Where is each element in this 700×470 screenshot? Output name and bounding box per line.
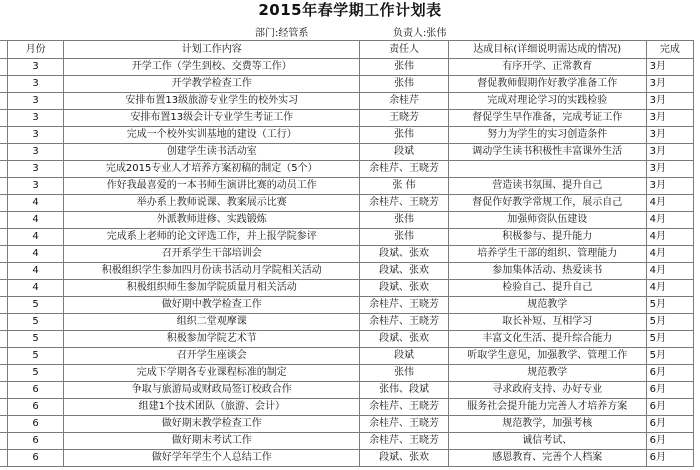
due-cell[interactable]: 6月 [646, 450, 693, 467]
table-row [0, 127, 694, 144]
due-cell[interactable]: 4月 [646, 263, 693, 280]
month-cell[interactable]: 3 [8, 161, 64, 178]
task-cell[interactable]: 积极参加学院艺术节 [64, 331, 360, 348]
task-cell[interactable]: 召开学生座谈会 [64, 348, 360, 365]
due-cell[interactable]: 4月 [646, 246, 693, 263]
row-index-cell[interactable] [0, 246, 8, 263]
task-cell[interactable]: 外派教师进修、实践锻炼 [64, 212, 360, 229]
goal-cell[interactable]: 营造读书氛围、提升自己 [448, 178, 646, 195]
person-cell[interactable]: 张伟 [360, 212, 448, 229]
row-index-cell[interactable] [0, 280, 8, 297]
sheet-meta [0, 21, 700, 40]
person-cell[interactable]: 张伟 [360, 76, 448, 93]
goal-cell[interactable]: 诚信考试、 [448, 433, 646, 450]
month-cell[interactable]: 3 [8, 144, 64, 161]
table-row [0, 246, 694, 263]
row-index-cell[interactable] [0, 416, 8, 433]
due-cell[interactable]: 6月 [646, 399, 693, 416]
task-cell[interactable]: 做好期末考试工作 [64, 433, 360, 450]
task-cell[interactable]: 安排布置13级旅游专业学生的校外实习 [64, 93, 360, 110]
table-row [0, 314, 694, 331]
goal-cell[interactable]: 完成对理论学习的实践检验 [448, 93, 646, 110]
table-row [0, 331, 694, 348]
goal-cell[interactable]: 规范教学 [448, 297, 646, 314]
goal-cell[interactable]: 寻求政府支持、办好专业 [448, 382, 646, 399]
due-cell[interactable]: 3月 [646, 59, 693, 76]
due-cell[interactable]: 6月 [646, 365, 693, 382]
goal-cell[interactable]: 督促作好教学常规工作，展示自己 [448, 195, 646, 212]
task-cell[interactable]: 组织二堂观摩课 [64, 314, 360, 331]
table-row [0, 297, 694, 314]
header-cell-index[interactable] [0, 41, 8, 59]
month-cell[interactable]: 3 [8, 59, 64, 76]
row-index-cell[interactable] [0, 178, 8, 195]
goal-cell[interactable]: 督促教师假期作好教学准备工作 [448, 76, 646, 93]
goal-cell[interactable]: 服务社会提升能力完善人才培养方案 [448, 399, 646, 416]
task-cell[interactable]: 创建学生读书活动室 [64, 144, 360, 161]
person-cell[interactable]: 王晓芳 [360, 110, 448, 127]
task-cell[interactable]: 做好期中教学检查工作 [64, 297, 360, 314]
task-cell[interactable]: 召开系学生干部培训会 [64, 246, 360, 263]
row-index-cell[interactable] [0, 314, 8, 331]
person-cell[interactable]: 段斌 [360, 348, 448, 365]
person-cell[interactable]: 段斌、张欢 [360, 246, 448, 263]
due-cell[interactable]: 5月 [646, 348, 693, 365]
person-cell[interactable]: 余桂芹、王晓芳 [360, 297, 448, 314]
task-cell[interactable]: 做好期末教学检查工作 [64, 416, 360, 433]
person-cell[interactable]: 张伟 [360, 365, 448, 382]
due-cell[interactable]: 6月 [646, 416, 693, 433]
table-row [0, 93, 694, 110]
table-row [0, 365, 694, 382]
month-cell[interactable]: 3 [8, 127, 64, 144]
month-cell[interactable]: 6 [8, 416, 64, 433]
table-row [0, 399, 694, 416]
due-cell[interactable]: 3月 [646, 178, 693, 195]
row-index-cell[interactable] [0, 382, 8, 399]
month-cell[interactable]: 5 [8, 331, 64, 348]
month-cell[interactable]: 3 [8, 76, 64, 93]
header-cell-month[interactable]: 月份 [8, 41, 64, 59]
goal-cell[interactable]: 努力为学生的实习创造条件 [448, 127, 646, 144]
month-cell[interactable]: 6 [8, 450, 64, 467]
month-cell[interactable]: 4 [8, 229, 64, 246]
person-cell[interactable]: 余桂芹、王晓芳 [360, 416, 448, 433]
month-cell[interactable]: 5 [8, 365, 64, 382]
row-index-cell[interactable] [0, 297, 8, 314]
due-cell[interactable]: 5月 [646, 314, 693, 331]
person-cell[interactable]: 段斌、张欢 [360, 280, 448, 297]
person-cell[interactable]: 张伟 [360, 229, 448, 246]
task-cell[interactable]: 完成下学期各专业课程标准的制定 [64, 365, 360, 382]
table-row [0, 144, 694, 161]
month-cell[interactable]: 5 [8, 297, 64, 314]
goal-cell[interactable]: 积极参与、提升能力 [448, 229, 646, 246]
goal-cell[interactable]: 丰富文化生活、提升综合能力 [448, 331, 646, 348]
goal-cell[interactable]: 听取学生意见，加强教学、管理工作 [448, 348, 646, 365]
person-cell[interactable]: 余桂芹、王晓芳 [360, 195, 448, 212]
month-cell[interactable]: 6 [8, 399, 64, 416]
goal-cell[interactable]: 规范教学，加强考核 [448, 416, 646, 433]
row-index-cell[interactable] [0, 76, 8, 93]
table-row [0, 110, 694, 127]
goal-cell[interactable]: 检验自己、提升自己 [448, 280, 646, 297]
month-cell[interactable]: 6 [8, 433, 64, 450]
due-cell[interactable]: 5月 [646, 297, 693, 314]
table-row [0, 212, 694, 229]
row-index-cell[interactable] [0, 144, 8, 161]
table-row [0, 76, 694, 93]
task-cell[interactable]: 做好学年学生个人总结工作 [64, 450, 360, 467]
person-cell[interactable]: 段斌、张欢 [360, 263, 448, 280]
header-cell-person[interactable]: 责任人 [360, 41, 448, 59]
row-index-cell[interactable] [0, 110, 8, 127]
person-cell[interactable]: 张伟、段斌 [360, 382, 448, 399]
month-cell[interactable]: 5 [8, 348, 64, 365]
row-index-cell[interactable] [0, 93, 8, 110]
task-cell[interactable]: 完成2015专业人才培养方案初稿的制定（5个） [64, 161, 360, 178]
row-index-cell[interactable] [0, 399, 8, 416]
work-plan-table [0, 40, 694, 467]
table-row [0, 280, 694, 297]
row-index-cell[interactable] [0, 365, 8, 382]
row-index-cell[interactable] [0, 195, 8, 212]
due-cell[interactable]: 3月 [646, 144, 693, 161]
month-cell[interactable]: 6 [8, 382, 64, 399]
due-cell[interactable]: 4月 [646, 212, 693, 229]
person-cell[interactable]: 段斌、张欢 [360, 331, 448, 348]
row-index-cell[interactable] [0, 450, 8, 467]
due-cell[interactable]: 3月 [646, 110, 693, 127]
person-cell[interactable]: 张伟 [360, 127, 448, 144]
goal-cell[interactable]: 培养学生干部的组织、管理能力 [448, 246, 646, 263]
person-cell[interactable]: 余桂芹、王晓芳 [360, 433, 448, 450]
person-cell[interactable]: 张 伟 [360, 178, 448, 195]
goal-cell[interactable]: 有序开学、正常教育 [448, 59, 646, 76]
goal-cell[interactable]: 感恩教育、完善个人档案 [448, 450, 646, 467]
due-cell[interactable]: 3月 [646, 93, 693, 110]
table-row [0, 229, 694, 246]
table-row [0, 263, 694, 280]
header-cell-task[interactable]: 计划工作内容 [64, 41, 360, 59]
person-cell[interactable]: 段斌、张欢 [360, 450, 448, 467]
month-cell[interactable]: 4 [8, 212, 64, 229]
goal-cell[interactable]: 督促学生早作准备，完成考证工作 [448, 110, 646, 127]
due-cell[interactable]: 6月 [646, 433, 693, 450]
goal-cell[interactable]: 加强师资队伍建设 [448, 212, 646, 229]
month-cell[interactable]: 4 [8, 195, 64, 212]
due-cell[interactable]: 4月 [646, 280, 693, 297]
goal-cell[interactable]: 规范教学 [448, 365, 646, 382]
person-cell[interactable]: 余桂芹、王晓芳 [360, 161, 448, 178]
header-cell-due[interactable]: 完成 [646, 41, 693, 59]
due-cell[interactable]: 3月 [646, 76, 693, 93]
table-row [0, 178, 694, 195]
table-row [0, 348, 694, 365]
row-index-cell[interactable] [0, 59, 8, 76]
person-cell[interactable]: 余桂芹、王晓芳 [360, 399, 448, 416]
sheet-title: 2015年春学期工作计划表 [258, 1, 442, 19]
task-cell[interactable]: 完成系上老师的论文评选工作，并上报学院参评 [64, 229, 360, 246]
person-cell[interactable]: 张伟 [360, 59, 448, 76]
table-row [0, 382, 694, 399]
due-cell[interactable]: 4月 [646, 229, 693, 246]
row-index-cell[interactable] [0, 433, 8, 450]
due-cell[interactable]: 4月 [646, 195, 693, 212]
table-row [0, 161, 694, 178]
row-index-cell[interactable] [0, 212, 8, 229]
task-cell[interactable]: 争取与旅游局或财政局签订校政合作 [64, 382, 360, 399]
row-index-cell[interactable] [0, 331, 8, 348]
goal-cell[interactable] [448, 161, 646, 178]
month-cell[interactable]: 4 [8, 280, 64, 297]
month-cell[interactable]: 3 [8, 110, 64, 127]
goal-cell[interactable]: 调动学生读书积极性丰富课外生活 [448, 144, 646, 161]
table-row [0, 416, 694, 433]
table-row [0, 195, 694, 212]
row-index-cell[interactable] [0, 229, 8, 246]
task-cell[interactable]: 安排布置13级会计专业学生考证工作 [64, 110, 360, 127]
task-cell[interactable]: 完成一个校外实训基地的建设（工行） [64, 127, 360, 144]
person-cell[interactable]: 段斌 [360, 144, 448, 161]
person-cell[interactable]: 余桂芹 [360, 93, 448, 110]
owner-label: 负责人:张伟 [393, 28, 447, 39]
goal-cell[interactable]: 取长补短、互相学习 [448, 314, 646, 331]
department-label: 部门:经管系 [255, 28, 309, 39]
row-index-cell[interactable] [0, 161, 8, 178]
goal-cell[interactable]: 参加集体活动、热爱读书 [448, 263, 646, 280]
task-cell[interactable]: 积极组织学生参加四月份读书活动月学院相关活动 [64, 263, 360, 280]
row-index-cell[interactable] [0, 263, 8, 280]
due-cell[interactable]: 5月 [646, 331, 693, 348]
month-cell[interactable]: 5 [8, 314, 64, 331]
task-cell[interactable]: 举办系上教师说课、教案展示比赛 [64, 195, 360, 212]
month-cell[interactable]: 4 [8, 263, 64, 280]
month-cell[interactable]: 4 [8, 246, 64, 263]
row-index-cell[interactable] [0, 127, 8, 144]
table-row [0, 450, 694, 467]
task-cell[interactable]: 组建1个技术团队（旅游、会计） [64, 399, 360, 416]
month-cell[interactable]: 3 [8, 178, 64, 195]
due-cell[interactable]: 3月 [646, 161, 693, 178]
task-cell[interactable]: 作好我最喜爱的一本书师生演讲比赛的动员工作 [64, 178, 360, 195]
due-cell[interactable]: 6月 [646, 382, 693, 399]
task-cell[interactable]: 积极组织师生参加学院质量月相关活动 [64, 280, 360, 297]
task-cell[interactable]: 开学教学检查工作 [64, 76, 360, 93]
person-cell[interactable]: 余桂芹、王晓芳 [360, 314, 448, 331]
header-row [0, 41, 694, 59]
due-cell[interactable]: 3月 [646, 127, 693, 144]
row-index-cell[interactable] [0, 348, 8, 365]
task-cell[interactable]: 开学工作（学生到校、交费等工作） [64, 59, 360, 76]
header-cell-goal[interactable]: 达成目标(详细说明需达成的情况) [448, 41, 646, 59]
month-cell[interactable]: 3 [8, 93, 64, 110]
table-row [0, 433, 694, 450]
table-row [0, 59, 694, 76]
